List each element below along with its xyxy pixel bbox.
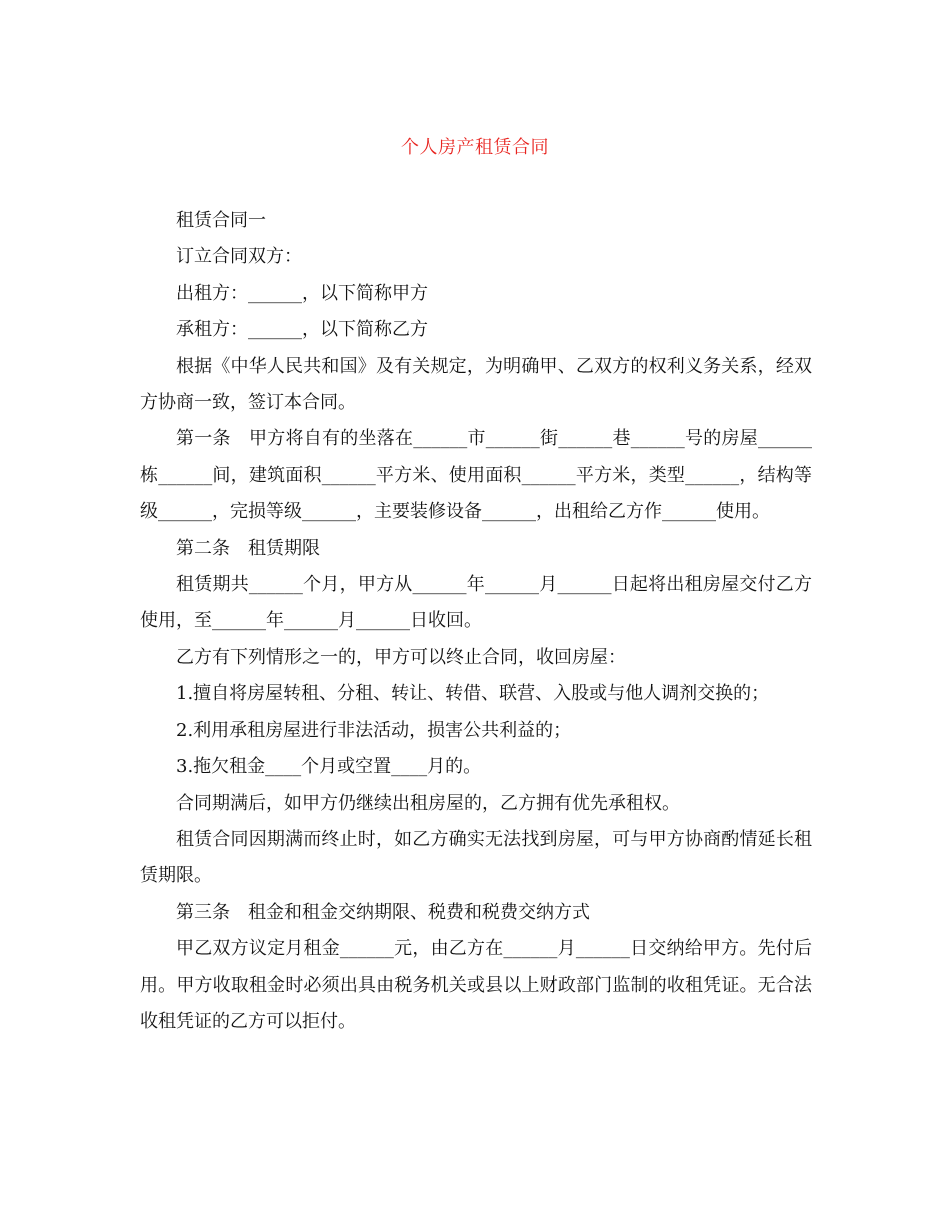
document-title: 个人房产租赁合同	[401, 137, 549, 158]
lessor-line: 出租方：______，以下简称甲方	[176, 282, 428, 304]
section-heading: 租赁合同一	[176, 210, 266, 231]
termination-item-3: 3.拖欠租金____个月或空置____月的。	[176, 756, 482, 778]
document-body	[140, 203, 812, 1040]
termination-intro: 乙方有下列情形之一的，甲方可以终止合同，收回房屋：	[176, 646, 626, 668]
preamble-paragraph: 根据《中华人民共和国》及有关规定，为明确甲、乙双方的权利义务关系，经双方协商一致，签订本合同。	[140, 355, 812, 414]
termination-item-1: 1.擅自将房屋转租、分租、转让、转借、联营、入股或与他人调剂交换的；	[176, 683, 770, 705]
article-2-heading: 第二条 租赁期限	[176, 537, 320, 559]
lease-term-paragraph: 租赁期共______个月，甲方从______年______月______日起将出租房屋交付乙方使用，至______年______月______日收回。	[140, 574, 812, 632]
rent-paragraph: 甲乙双方议定月租金______元，由乙方在______月______日交纳给甲方。先付后用。甲方收取租金时必须出具由税务机关或县以上财政部门监制的收租凭证。无合法收租凭证的乙方可以拒付。	[140, 938, 812, 1032]
article-1-paragraph: 第一条 甲方将自有的坐落在______市______街______巷______号的房屋______栋______间，建筑面积______平方米、使用面积______平方米，类型______，结构等级______，完损等级______，主要装修设备______，出租给乙方作______使用。	[140, 428, 812, 523]
lessee-line: 承租方：______，以下简称乙方	[176, 319, 428, 341]
article-3-heading: 第三条 租金和租金交纳期限、税费和税费交纳方式	[176, 901, 590, 923]
termination-item-2: 2.利用承租房屋进行非法活动，损害公共利益的；	[176, 719, 572, 741]
priority-renewal-paragraph: 合同期满后，如甲方仍继续出租房屋的，乙方拥有优先承租权。	[176, 792, 680, 814]
extension-paragraph: 租赁合同因期满而终止时，如乙方确实无法找到房屋，可与甲方协商酌情延长租赁期限。	[140, 828, 812, 887]
parties-heading: 订立合同双方：	[176, 246, 302, 268]
